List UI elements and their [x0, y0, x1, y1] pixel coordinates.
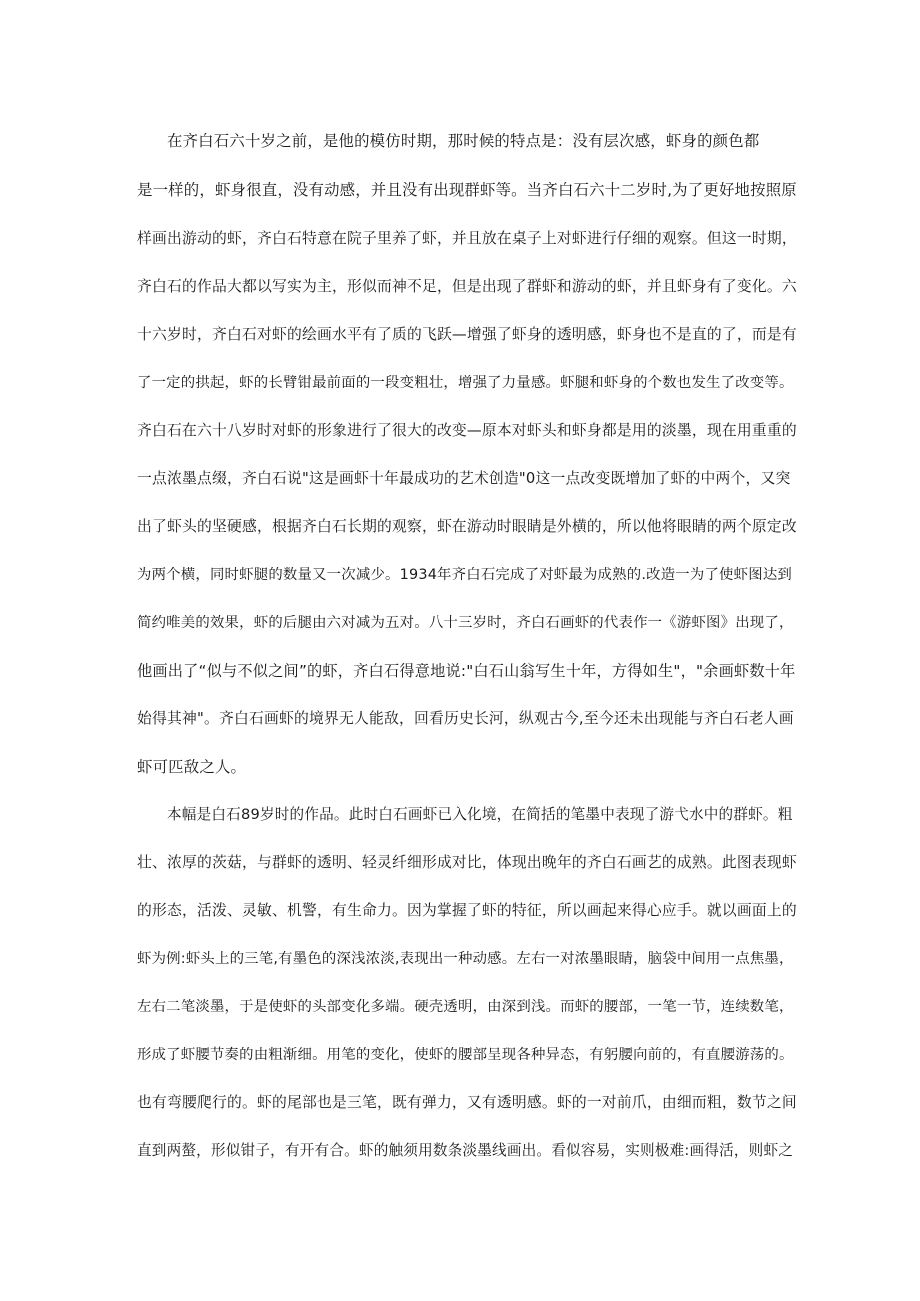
text-line: 始得其神"。齐白石画虾的境界无人能敌，回看历史长河，纵观古今,至今还未出现能与齐白石老人画: [137, 710, 794, 727]
text-line: 在齐白石六十岁之前，是他的模仿时期，那时候的特点是：没有层次感，虾身的颜色都: [167, 132, 760, 150]
text-line: 虾为例:虾头上的三笔,有墨色的深浅浓淡,表现出一种动感。左右一对浓墨眼睛，脑袋中间用一点焦墨，: [137, 951, 794, 967]
text-line: 了一定的拱起，虾的长臂钳最前面的一段变粗壮，增强了力量感。虾腿和虾身的个数也发生了改变等。: [137, 375, 794, 391]
text-line: 简约唯美的效果，虾的后腿由六对减为五对。八十三岁时，齐白石画虾的代表作一《游虾图》出现了，: [137, 615, 794, 631]
text-line: 也有弯腰爬行的。虾的尾部也是三笔，既有弹力，又有透明感。虾的一对前爪，由细而粗，数节之间: [137, 1094, 797, 1111]
text-line: 直到两螯，形似钳子，有开有合。虾的触须用数条淡墨线画出。看似容易，实则极难:画得活，则虾之: [137, 1142, 794, 1159]
text-line: 齐白石的作品大都以写实为主，形似而神不足，但是出现了群虾和游动的虾，并且虾身有了变化。六: [137, 278, 797, 295]
text-line: 虾可匹敌之人。: [137, 758, 247, 776]
text-line: 他画出了“似与不似之间”的虾，齐白石得意地说:"白石山翁写生十年，方得如生"，"余画虾数十年: [137, 662, 796, 680]
text-line: 本幅是白石89岁时的作品。此时白石画虾已入化境，在简括的笔墨中表现了游弋水中的群虾。粗: [167, 806, 793, 823]
text-line: 壮、浓厚的茨菇，与群虾的透明、轻灵纤细形成对比，体现出晚年的齐白石画艺的成熟。此图表现虾: [137, 854, 797, 871]
text-line: 为两个横，同时虾腿的数量又一次减少。1934年齐白石完成了对虾最为成熟的.改造一为了使虾图达到: [137, 567, 793, 583]
text-line: 出了虾头的坚硬感，根据齐白石长期的观察，虾在游动时眼睛是外横的，所以他将眼睛的两个原定改: [137, 518, 797, 535]
text-line: 一点浓墨点缀，齐白石说"这是画虾十年最成功的艺术创造"0这一点改变既增加了虾的中两个，又突: [137, 470, 791, 487]
text-line: 是一样的，虾身很直，没有动感，并且没有出现群虾等。当齐白石六十二岁时,为了更好地按照原: [137, 181, 797, 199]
text-line: 样画出游动的虾，齐白石特意在院子里养了虾，并且放在桌子上对虾进行仔细的观察。但这一时期，: [137, 230, 797, 247]
text-line: 左右二笔淡墨，于是使虾的头部变化多端。硬壳透明，由深到浅。而虾的腰部，一笔一节，连续数笔，: [137, 999, 794, 1015]
text-line: 的形态，活泼、灵敏、机警，有生命力。因为掌握了虾的特征，所以画起来得心应手。就以画面上的: [137, 902, 797, 919]
text-line: 齐白石在六十八岁时对虾的形象进行了很大的改变—原本对虾头和虾身都是用的淡墨，现在用重重的: [137, 422, 797, 439]
text-line: 十六岁时，齐白石对虾的绘画水平有了质的飞跃—增强了虾身的透明感，虾身也不是直的了，而是有: [137, 326, 797, 343]
text-line: 形成了虾腰节奏的由粗渐细。用笔的变化，使虾的腰部呈现各种异态，有躬腰向前的，有直腰游荡的。: [137, 1047, 794, 1063]
